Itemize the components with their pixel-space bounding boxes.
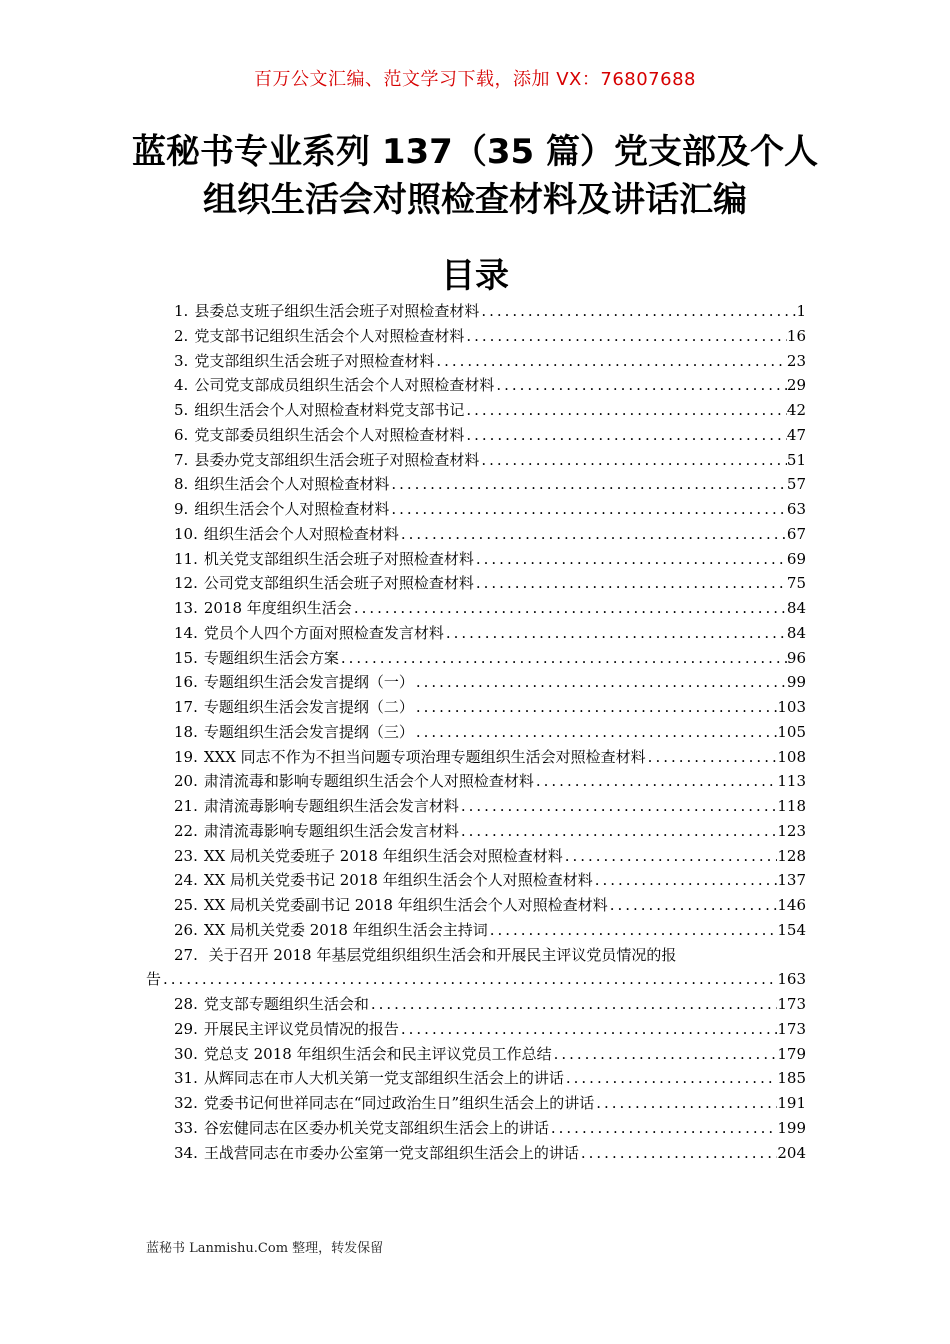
toc-entry[interactable] [146,448,806,473]
toc-leader [414,720,777,745]
toc-entry[interactable] [146,1017,806,1042]
toc-number: 7. [174,450,189,469]
toc-entry[interactable] [146,720,806,745]
toc-title: XX 局机关党委 2018 年组织生活会主持词 [203,920,488,939]
toc-number: 18. [174,722,198,741]
toc-leader [464,423,787,448]
toc-number: 12. [174,574,198,593]
toc-entry[interactable] [146,349,806,374]
toc-title: 党员个人四个方面对照检查发言材料 [203,623,444,642]
toc-title: 党委书记何世祥同志在“同过政治生日”组织生活会上的讲话 [203,1094,595,1112]
toc-leader [414,695,777,720]
toc-line [174,943,806,968]
toc-number: 11. [174,549,198,568]
toc-entry[interactable] [146,819,806,844]
toc-page: 204 [777,1143,806,1162]
toc-number: 31. [174,1069,198,1088]
toc-number: 29. [174,1019,198,1038]
toc-page: 146 [777,896,806,914]
toc-entry[interactable] [146,844,806,869]
toc-page: 69 [786,549,806,568]
toc-number: 27. [174,945,198,964]
toc-page: 128 [777,846,806,865]
toc-page: 154 [777,920,806,939]
toc-leader [459,794,777,819]
toc-number: 23. [174,846,198,865]
toc-leader [608,893,778,918]
table-of-contents [146,299,806,1165]
toc-entry[interactable] [146,794,806,819]
toc-leader [564,1066,777,1091]
toc-page: 84 [786,599,806,617]
toc-page: 173 [777,995,806,1013]
toc-entry[interactable] [146,769,806,794]
toc-title: XX 局机关党委副书记 2018 年组织生活会个人对照检查材料 [203,896,608,914]
toc-entry[interactable] [146,670,806,695]
toc-entry[interactable] [146,918,806,943]
toc-title: 县委办党支部组织生活会班子对照检查材料 [194,450,480,469]
toc-page: 163 [777,970,806,989]
toc-number: 17. [174,698,198,716]
toc-title: XX 局机关党委班子 2018 年组织生活会对照检查材料 [203,846,563,865]
toc-page: 51 [786,450,806,469]
toc-entry[interactable] [146,547,806,572]
toc-title: 专题组织生活会发言提纲（二） [203,698,414,716]
toc-entry[interactable] [146,596,806,621]
toc-page: 185 [777,1069,806,1088]
toc-number: 28. [174,995,198,1013]
toc-page: 199 [777,1118,806,1137]
toc-leader [552,1042,778,1067]
toc-entry[interactable] [146,1141,806,1166]
toc-number: 3. [174,351,189,370]
toc-entry[interactable] [146,1042,806,1067]
toc-title: 组织生活会个人对照检查材料 [194,500,390,518]
toc-leader [399,522,787,547]
toc-title: 2018 年度组织生活会 [203,599,352,617]
toc-page: 179 [777,1044,806,1063]
toc-leader [459,819,777,844]
toc-leader [399,1017,777,1042]
toc-number: 25. [174,896,198,914]
toc-page: 137 [777,871,806,890]
toc-page: 105 [777,722,806,741]
toc-number: 34. [174,1143,198,1162]
toc-number: 16. [174,673,198,692]
toc-entry[interactable] [146,373,806,398]
toc-title: 党总支 2018 年组织生活会和民主评议党员工作总结 [203,1044,552,1063]
toc-leader [474,547,787,572]
toc-leader [414,670,787,695]
toc-page: 173 [777,1019,806,1038]
toc-entry[interactable] [146,299,806,324]
toc-leader [474,571,787,596]
toc-entry[interactable] [146,522,806,547]
document-title: 蓝秘书专业系列 137（35 篇）党支部及个人组织生活会对照检查材料及讲话汇编 [132,132,818,220]
toc-leader [479,299,796,324]
toc-entry[interactable] [146,423,806,448]
toc-title: 组织生活会个人对照检查材料 [203,524,399,543]
toc-number: 15. [174,648,198,667]
toc-title: 机关党支部组织生活会班子对照检查材料 [203,549,474,568]
toc-page: 1 [796,302,806,320]
toc-title: 党支部委员组织生活会个人对照检查材料 [194,425,465,444]
toc-number: 26. [174,920,198,939]
toc-leader [369,992,777,1017]
toc-page: 103 [777,698,806,716]
toc-page: 16 [786,326,806,345]
toc-leader [563,844,778,869]
toc-leader [464,324,787,349]
toc-title: 开展民主评议党员情况的报告 [203,1019,399,1038]
toc-entry[interactable] [146,1091,806,1116]
toc-page: 108 [777,747,806,766]
toc-page: 123 [777,821,806,840]
toc-leader [534,769,777,794]
toc-number: 10. [174,524,198,543]
toc-entry[interactable] [146,992,806,1017]
toc-number: 24. [174,871,198,890]
toc-number: 30. [174,1044,198,1063]
toc-title: 专题组织生活会方案 [203,648,339,667]
toc-title: 从辉同志在市人大机关第一党支部组织生活会上的讲话 [203,1069,564,1088]
toc-title: 肃清流毒和影响专题组织生活会个人对照检查材料 [203,772,534,791]
toc-title: 党支部专题组织生活会和 [203,995,369,1013]
toc-entry[interactable] [146,497,806,522]
toc-page: 113 [777,772,806,791]
toc-entry[interactable] [146,646,806,671]
toc-number: 8. [174,475,189,494]
toc-entry[interactable] [146,1066,806,1091]
toc-page: 47 [786,425,806,444]
toc-leader [579,1141,777,1166]
toc-leader [479,448,787,473]
toc-entry[interactable] [146,472,806,497]
toc-entry[interactable] [146,1116,806,1141]
toc-number: 5. [174,401,189,419]
toc-page: 99 [786,673,806,692]
toc-number: 33. [174,1118,198,1137]
toc-page: 23 [786,351,806,370]
toc-leader [352,596,787,621]
toc-page: 42 [786,401,806,419]
footer-note: 蓝秘书 Lanmishu.Com 整理，转发保留 [146,1241,384,1256]
toc-number: 19. [174,747,198,766]
toc-number: 32. [174,1094,198,1112]
toc-page: 191 [777,1094,806,1112]
toc-leader [549,1116,777,1141]
toc-title-continued: 告 [146,970,162,989]
toc-heading: 目录 [441,256,509,296]
toc-number: 1. [174,302,189,320]
toc-page: 75 [786,574,806,593]
toc-title: 肃清流毒影响专题组织生活会发言材料 [203,797,459,815]
toc-entry[interactable] [146,398,806,423]
toc-number: 22. [174,821,198,840]
toc-entry[interactable] [146,695,806,720]
toc-title: 组织生活会个人对照检查材料党支部书记 [194,401,465,419]
toc-entry[interactable] [146,943,806,993]
toc-number: 14. [174,623,198,642]
toc-number: 6. [174,425,189,444]
toc-title: 公司党支部成员组织生活会个人对照检查材料 [194,376,495,395]
toc-title: XXX 同志不作为不担当问题专项治理专题组织生活会对照检查材料 [203,747,646,766]
toc-number: 13. [174,599,198,617]
toc-title: 党支部组织生活会班子对照检查材料 [194,351,435,370]
toc-line [146,967,806,992]
toc-page: 67 [786,524,806,543]
toc-entry[interactable] [146,893,806,918]
toc-page: 96 [786,648,806,667]
toc-leader [389,472,787,497]
toc-title: XX 局机关党委书记 2018 年组织生活会个人对照检查材料 [203,871,593,890]
toc-title: 县委总支班子组织生活会班子对照检查材料 [194,302,480,320]
toc-page: 118 [777,797,806,815]
toc-title: 专题组织生活会发言提纲（三） [203,722,414,741]
toc-title: 谷宏健同志在区委办机关党支部组织生活会上的讲话 [203,1118,549,1137]
toc-entry[interactable] [146,324,806,349]
toc-number: 4. [174,376,189,395]
toc-number: 20. [174,772,198,791]
toc-number: 21. [174,797,198,815]
toc-title: 组织生活会个人对照检查材料 [194,475,390,494]
toc-leader [434,349,787,374]
toc-leader [646,745,778,770]
toc-title: 党支部书记组织生活会个人对照检查材料 [194,326,465,345]
toc-leader [444,621,787,646]
toc-title: 肃清流毒影响专题组织生活会发言材料 [203,821,459,840]
toc-leader [161,967,777,992]
toc-leader [488,918,778,943]
toc-page: 29 [786,376,806,395]
toc-title: 关于召开 2018 年基层党组织组织生活会和开展民主评议党员情况的报 [208,945,677,964]
toc-title: 专题组织生活会发言提纲（一） [203,673,414,692]
toc-leader [593,868,778,893]
toc-page: 84 [786,623,806,642]
toc-entry[interactable] [146,868,806,893]
toc-leader [389,497,787,522]
toc-title: 公司党支部组织生活会班子对照检查材料 [203,574,474,593]
toc-entry[interactable] [146,571,806,596]
promo-banner: 百万公文汇编、范文学习下载，添加 VX：76807688 [254,69,696,90]
toc-page: 57 [786,475,806,494]
toc-entry[interactable] [146,745,806,770]
toc-page: 63 [786,500,806,518]
toc-leader [464,398,787,423]
toc-leader [494,373,787,398]
toc-title: 王战营同志在市委办公室第一党支部组织生活会上的讲话 [203,1143,579,1162]
toc-entry[interactable] [146,621,806,646]
toc-leader [339,646,787,671]
toc-number: 9. [174,500,189,518]
toc-number: 2. [174,326,189,345]
toc-leader [594,1091,777,1116]
